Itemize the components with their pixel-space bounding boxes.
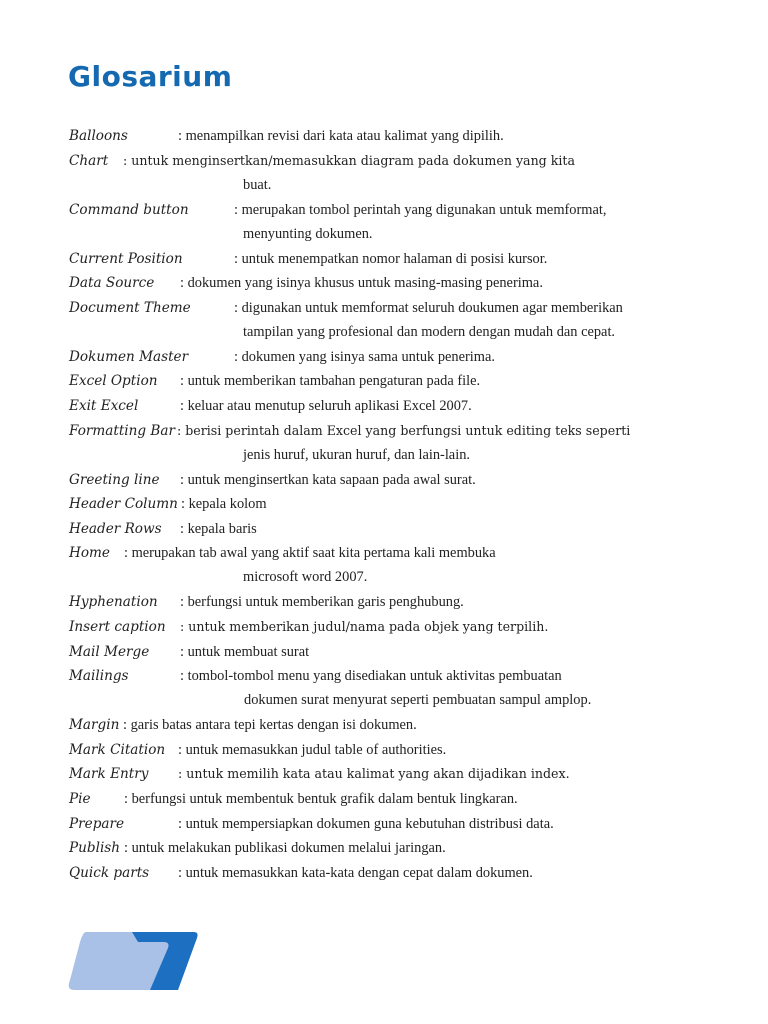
glossary-definition: : untuk memasukkan kata-kata dengan cepat dalam dokumen.	[178, 864, 533, 881]
glossary-entry	[0, 394, 768, 419]
glossary-definition: : untuk memasukkan judul table of authorities.	[178, 741, 447, 758]
glossary-entry	[0, 787, 768, 812]
glossary-entry	[0, 713, 768, 738]
glossary-definition: : garis batas antara tepi kertas dengan isi dokumen.	[123, 717, 417, 734]
glossary-entry	[0, 198, 768, 247]
glossary-definition: : untuk menempatkan nomor halaman di posisi kursor.	[234, 250, 548, 267]
glossary-term: Home	[69, 545, 110, 562]
glossary-entry	[0, 369, 768, 394]
glossary-definition: : merupakan tombol perintah yang digunakan untuk memformat,	[234, 201, 607, 218]
glossary-definition: : menampilkan revisi dari kata atau kalimat yang dipilih.	[178, 128, 504, 144]
glossary-definition-continued: jenis huruf, ukuran huruf, dan lain-lain.	[243, 446, 470, 463]
glossary-entry	[0, 738, 768, 763]
glossary-term: Current Position	[69, 250, 183, 267]
glossary-definition: : tombol-tombol menu yang disediakan untuk aktivitas pembuatan	[180, 668, 562, 685]
glossary-definition: : untuk menginsertkan/memasukkan diagram pada dokumen yang kita	[123, 152, 575, 168]
glossary-term: Excel Option	[69, 373, 158, 390]
glossary-definition: : dokumen yang isinya khusus untuk masing-masing penerima.	[180, 275, 543, 292]
glossary-definition-continued: dokumen surat menyurat seperti pembuatan sampul amplop.	[244, 692, 592, 709]
glossary-entry	[0, 149, 768, 198]
glossary-definition: : berfungsi untuk membentuk bentuk grafik dalam bentuk lingkaran.	[124, 790, 518, 807]
glossary-entry	[0, 345, 768, 370]
glossary-term: Chart	[69, 152, 109, 169]
glossary-definition: : kepala baris	[180, 520, 257, 537]
glossary-term: Publish	[69, 840, 121, 857]
glossary-term: Insert caption	[69, 618, 166, 635]
glossary-term: Document Theme	[69, 299, 191, 316]
glossary-definition: : keluar atau menutup seluruh aplikasi Excel 2007.	[180, 397, 472, 414]
glossary-term: Header Column	[69, 496, 178, 513]
glossary-entry	[0, 124, 768, 149]
glossary-definition-continued: menyunting dokumen.	[243, 225, 373, 242]
glossary-definition: : digunakan untuk memformat seluruh doukumen agar memberikan	[234, 299, 623, 316]
glossary-entry	[0, 492, 768, 517]
glossary-entry	[0, 517, 768, 542]
page-title: Glosarium	[68, 60, 233, 93]
glossary-term: Mailings	[69, 668, 129, 685]
glossary-entry	[0, 541, 768, 590]
glossary-entry	[0, 861, 768, 886]
glossary-entry	[0, 812, 768, 837]
glossary-entry	[0, 419, 768, 468]
glossary-definition: : untuk melakukan publikasi dokumen melalui jaringan.	[124, 840, 446, 857]
glossary-definition: : berfungsi untuk memberikan garis penghubung.	[180, 594, 464, 611]
glossary-entry	[0, 296, 768, 345]
glossary-definition: : untuk membuat surat	[180, 643, 310, 660]
glossary-term: Balloons	[69, 128, 128, 144]
glossary-term: Pie	[69, 790, 91, 807]
glossary-entry	[0, 468, 768, 493]
glossary-term: Data Source	[69, 275, 155, 292]
glossary-definition-continued: buat.	[243, 176, 272, 193]
glossary-definition: : untuk menginsertkan kata sapaan pada awal surat.	[180, 471, 476, 488]
glossary-term: Exit Excel	[69, 397, 139, 414]
glossary-list	[0, 124, 768, 885]
glossary-term: Margin	[69, 717, 120, 734]
glossary-entry	[0, 615, 768, 640]
glossary-definition: : merupakan tab awal yang aktif saat kita pertama kali membuka	[124, 545, 496, 562]
glossary-entry	[0, 247, 768, 272]
glossary-entry	[0, 640, 768, 665]
glossary-definition: : kepala kolom	[181, 496, 267, 513]
glossary-term: Formatting Bar	[69, 422, 176, 439]
glossary-term: Header Rows	[69, 520, 162, 537]
glossary-definition: : untuk memilih kata atau kalimat yang akan dijadikan index.	[178, 766, 570, 782]
glossary-definition: : untuk memberikan judul/nama pada objek yang terpilih.	[180, 618, 549, 634]
glossary-term: Hyphenation	[69, 594, 158, 611]
glossary-definition-continued: tampilan yang profesional dan modern dengan mudah dan cepat.	[243, 323, 616, 340]
glossary-term: Mark Entry	[69, 766, 149, 783]
glossary-term: Mail Merge	[69, 643, 150, 660]
glossary-term: Mark Citation	[69, 741, 166, 758]
glossary-definition: : untuk memberikan tambahan pengaturan pada file.	[180, 373, 481, 390]
glossary-entry	[0, 590, 768, 615]
glossary-entry	[0, 836, 768, 861]
glossary-entry	[0, 762, 768, 787]
glossary-definition-continued: microsoft word 2007.	[243, 569, 368, 586]
glossary-term: Greeting line	[69, 471, 160, 488]
glossary-definition: : berisi perintah dalam Excel yang berfungsi untuk editing teks seperti	[177, 422, 631, 438]
glossary-definition: : untuk mempersiapkan dokumen guna kebutuhan distribusi data.	[178, 815, 554, 832]
glossary-definition: : dokumen yang isinya sama untuk penerima.	[234, 348, 495, 365]
glossary-term: Command button	[69, 201, 189, 218]
glossary-term: Quick parts	[69, 864, 150, 881]
page-logo-shape	[68, 930, 198, 992]
glossary-entry	[0, 664, 768, 713]
glossary-entry	[0, 271, 768, 296]
glossary-term: Dokumen Master	[69, 348, 189, 365]
glossary-term: Prepare	[69, 815, 125, 832]
